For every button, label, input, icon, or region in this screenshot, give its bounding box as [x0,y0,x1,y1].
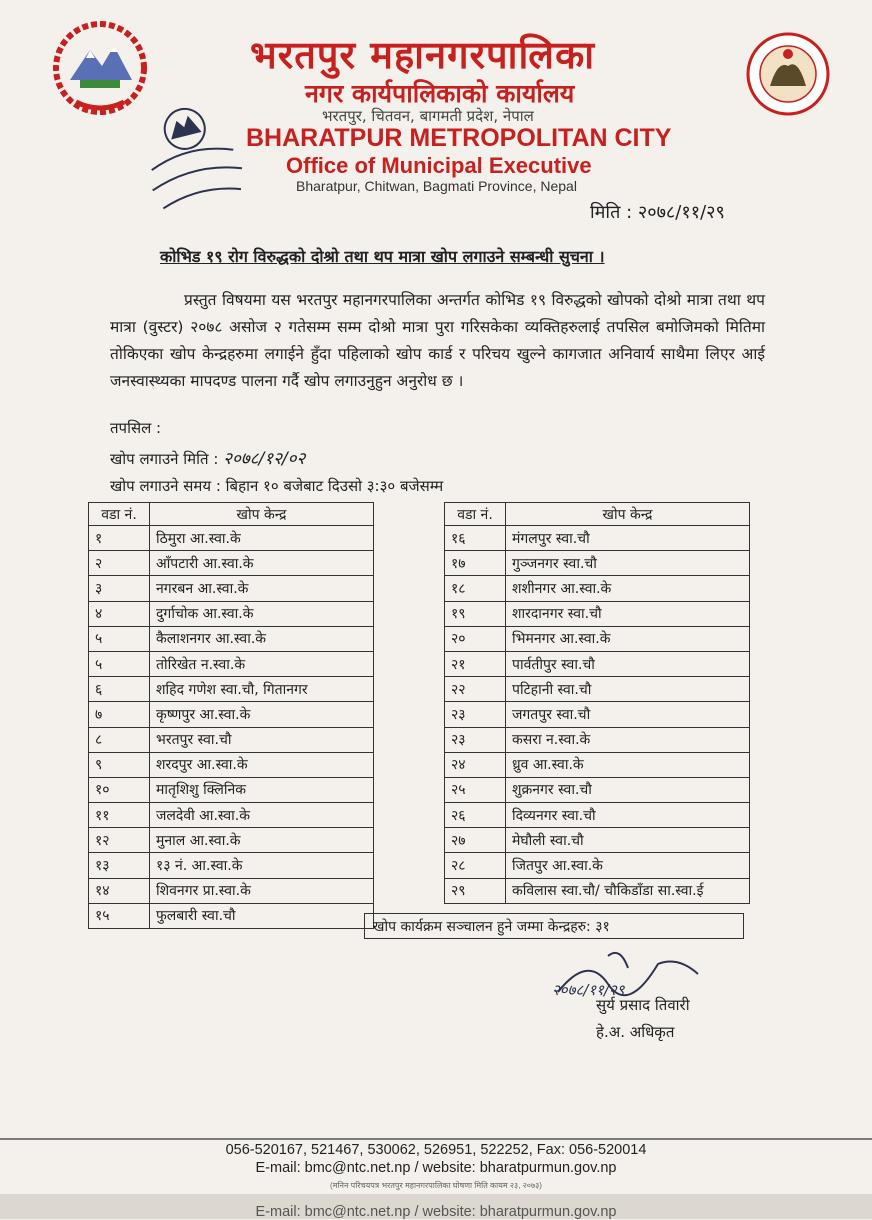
table-row [445,601,750,626]
center-cell: गुञ्जनगर स्वा.चौ [506,551,750,576]
center-cell: पार्वतीपुर स्वा.चौ [506,651,750,676]
ward-cell: २२ [445,677,506,702]
ward-cell: २१ [445,651,506,676]
center-cell: शिवनगर प्रा.स्वा.के [150,878,374,903]
table-row [445,777,750,802]
table-row [89,576,374,601]
ward-cell: १३ [89,853,150,878]
ward-cell: २४ [445,752,506,777]
center-cell: ठिमुरा आ.स्वा.के [150,526,374,551]
center-cell: ध्रुव आ.स्वा.के [506,752,750,777]
table-row [89,853,374,878]
np-subtitle: नगर कार्यपालिकाको कार्यालय [305,79,575,108]
center-cell: भिमनगर आ.स्वा.के [506,626,750,651]
footer-phone: 056-520167, 521467, 530062, 526951, 522252, Fax: 056-520014 [225,1142,647,1158]
table-row [89,777,374,802]
footer-rule [0,1138,872,1140]
ward-cell: १९ [445,601,506,626]
table-row [445,702,750,727]
center-cell: तोरिखेत न.स्वा.के [150,651,374,676]
table-row [89,551,374,576]
ward-cell: १० [89,777,150,802]
col-ward-header: वडा नं. [445,503,506,526]
ward-cell: ७ [89,702,150,727]
center-cell: कविलास स्वा.चौ/ चौकिडाँडा सा.स्वा.ई [506,878,750,903]
center-cell: कैलाशनगर आ.स्वा.के [150,626,374,651]
center-cell: शहिद गणेश स्वा.चौ, गितानगर [150,677,374,702]
table-row [89,651,374,676]
table-row [445,651,750,676]
np-address: भरतपुर, चितवन, बागमती प्रदेश, नेपाल [322,107,534,125]
ward-cell: १८ [445,576,506,601]
center-cell: शशीनगर आ.स्वा.के [506,576,750,601]
table-row [445,803,750,828]
en-address: Bharatpur, Chitwan, Bagmati Province, Nepal [296,178,577,194]
metropolitan-seal-icon [744,30,832,118]
table-row [445,626,750,651]
center-cell: कृष्णपुर आ.स्वा.के [150,702,374,727]
center-cell: मंगलपुर स्वा.चौ [506,526,750,551]
center-cell: दुर्गाचोक आ.स्वा.के [150,601,374,626]
ward-cell: ८ [89,727,150,752]
table-row [89,727,374,752]
center-cell: शारदानगर स्वा.चौ [506,601,750,626]
en-title: BHARATPUR METROPOLITAN CITY [246,124,672,152]
ward-cell: १४ [89,878,150,903]
table-row [445,576,750,601]
table-row [445,677,750,702]
table-row [89,601,374,626]
ward-cell: १ [89,526,150,551]
ward-cell: ३ [89,576,150,601]
footer-web: E-mail: bmc@ntc.net.np / website: bharatpurmun.gov.np [255,1160,617,1176]
footer-small: (मनिन परिचयपत्र भरतपुर महानगरपालिका घोषणा मिति कायम २३, २०७३) [330,1181,542,1190]
center-cell: भरतपुर स्वा.चौ [150,727,374,752]
table-row [445,526,750,551]
center-cell: कसरा न.स्वा.के [506,727,750,752]
ward-cell: २८ [445,853,506,878]
col-ward-header: वडा नं. [89,503,150,526]
office-stamp-icon [130,98,255,218]
ward-cell: २५ [445,777,506,802]
signer-name: सुर्य प्रसाद तिवारी [596,996,690,1014]
center-cell: दिव्यनगर स्वा.चौ [506,803,750,828]
ward-cell: २३ [445,702,506,727]
center-cell: पटिहानी स्वा.चौ [506,677,750,702]
ward-cell: २९ [445,878,506,903]
ward-cell: ९ [89,752,150,777]
ward-cell: ५ [89,651,150,676]
table-row [89,526,374,551]
center-cell: आँपटारी आ.स्वा.के [150,551,374,576]
np-title: भरतपुर महानगरपालिका [250,33,596,77]
center-cell: शरदपुर आ.स्वा.के [150,752,374,777]
table-row [89,803,374,828]
signer-title: हे.अ. अधिकृत [596,1023,675,1041]
center-cell: मुनाल आ.स्वा.के [150,828,374,853]
table-row [89,626,374,651]
tapsil-label: तपसिल : [110,419,162,437]
ward-cell: १७ [445,551,506,576]
vaccine-date-line [110,446,305,469]
ward-cell: १२ [89,828,150,853]
notice-subject: कोभिड १९ रोग विरुद्धको दोश्रो तथा थप मात्रा खोप लगाउने सम्बन्धी सुचना । [160,247,605,266]
ward-cell: २७ [445,828,506,853]
ward-cell: २ [89,551,150,576]
table-row [445,727,750,752]
center-cell: जितपुर आ.स्वा.के [506,853,750,878]
center-cell: जलदेवी आ.स्वा.के [150,803,374,828]
table-row [89,828,374,853]
center-cell: १३ नं. आ.स्वा.के [150,853,374,878]
center-cell: फुलबारी स्वा.चौ [150,903,374,928]
ward-cell: ५ [89,626,150,651]
notice-paragraph: प्रस्तुत विषयमा यस भरतपुर महानगरपालिका अन्तर्गत कोभिड १९ विरुद्धको खोपको दोश्रो मात्रा तथा थप मात्रा (वुस्टर) २०७८ असोज २ गतेसम्म सम्म दोश्रो मात्रा पुरा गरिसकेका व्यक्तिहरुलाई तपसिल बमोजिमको मितिमा तोकिएका खोप केन्द्रहरुमा लगाईने हुँदा पहिलाको खोप कार्ड र परिचय खुल्ने कागजात अनिवार्य साथैमा लिएर आई जनस्वास्थ्यका मापदण्ड पालना गर्दै खोप लगाउनुहुन अनुरोध छ । [110,291,765,390]
center-cell: मातृशिशु क्लिनिक [150,777,374,802]
table-row [89,878,374,903]
ward-cell: २६ [445,803,506,828]
table-row [89,702,374,727]
table-row [445,828,750,853]
center-cell: मेघौली स्वा.चौ [506,828,750,853]
center-cell: जगतपुर स्वा.चौ [506,702,750,727]
ward-cell: ११ [89,803,150,828]
center-cell: शुक्रनगर स्वा.चौ [506,777,750,802]
col-center-header: खोप केन्द्र [150,503,374,526]
col-center-header: खोप केन्द्र [506,503,750,526]
footer-bleed: E-mail: bmc@ntc.net.np / website: bharatpurmun.gov.np [255,1204,617,1220]
table-row [445,878,750,903]
signature-date: २०७८/११/२९ [552,981,625,999]
table-row [445,752,750,777]
vaccine-time-line: खोप लगाउने समय : बिहान १० बजेबाट दिउसो ३:३० बजेसम्म [110,477,444,495]
table-row [89,677,374,702]
document-date: मिति : २०७८/११/२९ [590,202,725,223]
table-row [445,551,750,576]
vaccine-date-label: खोप लगाउने मिति : [110,450,224,468]
ward-cell: १६ [445,526,506,551]
en-subtitle: Office of Municipal Executive [286,153,592,178]
centers-table-left [88,502,374,929]
ward-cell: ४ [89,601,150,626]
ward-cell: ६ [89,677,150,702]
center-cell: नगरबन आ.स्वा.के [150,576,374,601]
total-centers: खोप कार्यक्रम सञ्चालन हुने जम्मा केन्द्रहरु: ३१ [364,913,744,939]
table-row [89,903,374,928]
table-row [89,752,374,777]
vaccine-date-value: २०७८/१२/०२ [223,449,306,469]
centers-table-right [444,502,750,904]
ward-cell: २० [445,626,506,651]
table-row [445,853,750,878]
ward-cell: २३ [445,727,506,752]
ward-cell: १५ [89,903,150,928]
